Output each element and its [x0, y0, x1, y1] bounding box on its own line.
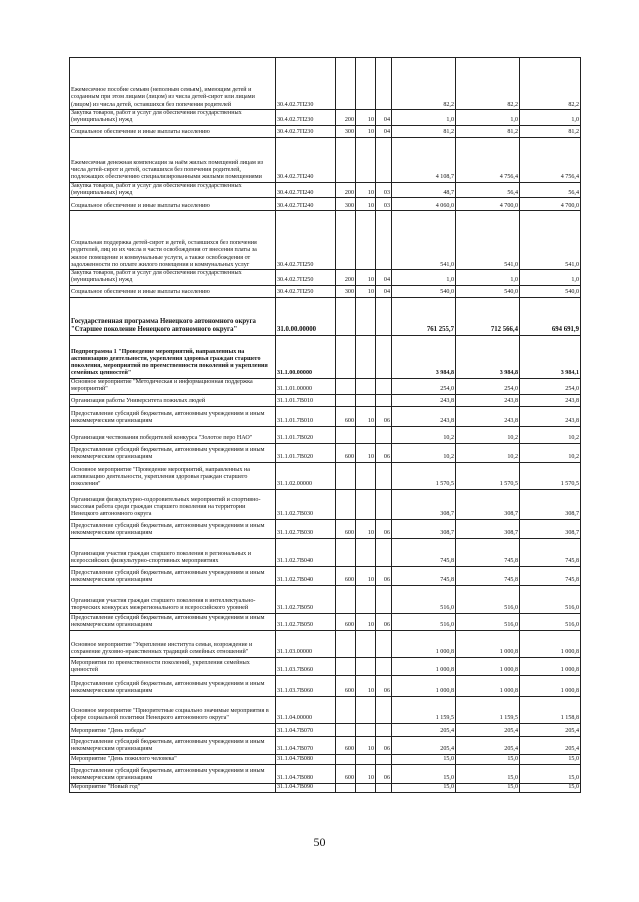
- cell-v3: 81,2: [520, 125, 581, 137]
- cell-v1: 1 000,8: [392, 675, 456, 696]
- cell-code: 31.1.04.7В070: [276, 736, 336, 754]
- cell-v3: 4 756,4: [520, 137, 581, 182]
- cell-v1: 308,7: [392, 519, 456, 538]
- cell-vr: 200: [336, 182, 356, 198]
- cell-vr: 600: [336, 736, 356, 754]
- cell-v3: 745,8: [520, 538, 581, 566]
- cell-code: 31.1.01.7В020: [276, 443, 336, 462]
- cell-vr: 600: [336, 675, 356, 696]
- cell-v2: 516,0: [456, 613, 520, 630]
- cell-code: 30.4.02.7П240: [276, 198, 336, 211]
- cell-code: 31.1.04.7В070: [276, 723, 336, 736]
- cell-name: Социальная поддержка детей-сирот и детей, оставшихся без попечения родителей, лиц из их числа в части освобождения от внесения платы за жилое помещение и коммунальные услуги, а также освобождения от задолженности по оплате жилого помещения и коммунальных услуг: [70, 211, 276, 270]
- cell-v2: 254,0: [456, 378, 520, 394]
- cell-pr: 04: [376, 125, 392, 137]
- cell-rz: 10: [356, 182, 376, 198]
- cell-v3: 1,0: [520, 110, 581, 126]
- cell-pr: 06: [376, 443, 392, 462]
- cell-code: 31.1.03.7В060: [276, 675, 336, 696]
- cell-name: Мероприятие "Новый год": [70, 783, 276, 792]
- cell-rz: 10: [356, 736, 376, 754]
- cell-v1: 308,7: [392, 489, 456, 519]
- cell-pr: [376, 657, 392, 675]
- table-row: [70, 657, 581, 675]
- cell-v2: 15,0: [456, 783, 520, 792]
- cell-rz: [356, 630, 376, 657]
- cell-vr: 600: [336, 613, 356, 630]
- cell-v1: 516,0: [392, 585, 456, 613]
- cell-v3: 1,0: [520, 270, 581, 286]
- cell-v2: 10,2: [456, 443, 520, 462]
- cell-name: Подпрограмма 1 "Проведение мероприятий, направленных на активизацию деятельности, укрепления здоровья граждан старшего поколения, мероприятий по преемственности поколений и укрепления семейных ценностей": [70, 335, 276, 378]
- cell-rz: [356, 297, 376, 335]
- cell-rz: [356, 394, 376, 406]
- cell-pr: 04: [376, 285, 392, 297]
- cell-v1: 82,2: [392, 58, 456, 110]
- cell-vr: 600: [336, 764, 356, 783]
- cell-v2: 308,7: [456, 489, 520, 519]
- cell-name: Социальное обеспечение и иные выплаты населению: [70, 125, 276, 137]
- cell-name: Организация чествования победителей конкурса "Золотое перо НАО": [70, 426, 276, 443]
- cell-code: 31.1.03.7В060: [276, 657, 336, 675]
- cell-v1: 15,0: [392, 764, 456, 783]
- cell-v1: 10,2: [392, 443, 456, 462]
- cell-v2: 745,8: [456, 538, 520, 566]
- cell-v1: 1 000,8: [392, 630, 456, 657]
- cell-name: Государственная программа Ненецкого автономного округа "Старшее поколение Ненецкого автономного округа": [70, 297, 276, 335]
- cell-pr: [376, 297, 392, 335]
- cell-name: Закупка товаров, работ и услуг для обеспечения государственных (муниципальных) нужд: [70, 110, 276, 126]
- cell-pr: 04: [376, 110, 392, 126]
- cell-v3: 254,0: [520, 378, 581, 394]
- cell-v3: 4 700,0: [520, 198, 581, 211]
- table-row: [70, 137, 581, 182]
- cell-vr: [336, 783, 356, 792]
- cell-code: 31.1.01.7В010: [276, 406, 336, 426]
- cell-rz: 10: [356, 613, 376, 630]
- cell-rz: [356, 538, 376, 566]
- cell-rz: [356, 426, 376, 443]
- cell-v2: 1 159,5: [456, 696, 520, 723]
- cell-v3: 15,0: [520, 783, 581, 792]
- cell-pr: [376, 754, 392, 764]
- cell-v2: 205,4: [456, 723, 520, 736]
- cell-v3: 1 570,5: [520, 462, 581, 489]
- cell-rz: 10: [356, 110, 376, 126]
- cell-v1: 254,0: [392, 378, 456, 394]
- cell-name: Ежемесячная денежная компенсация за наём жилых помещений лицам из числа детей-сирот и детей, оставшихся без попечения родителей, подлежащих обеспечению специализированными жилыми помещениями: [70, 137, 276, 182]
- table-row: [70, 110, 581, 126]
- cell-v2: 1 000,8: [456, 675, 520, 696]
- cell-v1: 4 108,7: [392, 137, 456, 182]
- cell-v3: 205,4: [520, 723, 581, 736]
- cell-v2: 1,0: [456, 110, 520, 126]
- cell-v2: 15,0: [456, 754, 520, 764]
- cell-rz: [356, 783, 376, 792]
- cell-pr: [376, 723, 392, 736]
- cell-v3: 82,2: [520, 58, 581, 110]
- cell-v3: 694 691,9: [520, 297, 581, 335]
- table-row: [70, 566, 581, 585]
- cell-name: Закупка товаров, работ и услуг для обеспечения государственных (муниципальных) нужд: [70, 270, 276, 286]
- cell-v1: 516,0: [392, 613, 456, 630]
- cell-rz: 10: [356, 566, 376, 585]
- cell-vr: [336, 723, 356, 736]
- cell-rz: [356, 585, 376, 613]
- table-row: [70, 783, 581, 792]
- cell-code: 31.1.02.7В050: [276, 613, 336, 630]
- cell-v3: 1 000,8: [520, 630, 581, 657]
- table-row: [70, 630, 581, 657]
- cell-code: 31.1.04.7В080: [276, 754, 336, 764]
- cell-vr: 300: [336, 285, 356, 297]
- table-row: [70, 426, 581, 443]
- cell-v1: 1,0: [392, 270, 456, 286]
- cell-rz: [356, 378, 376, 394]
- cell-name: Закупка товаров, работ и услуг для обеспечения государственных (муниципальных) нужд: [70, 182, 276, 198]
- cell-v2: 541,0: [456, 211, 520, 270]
- cell-code: 31.1.02.7В030: [276, 519, 336, 538]
- cell-v1: 243,8: [392, 394, 456, 406]
- cell-pr: 06: [376, 406, 392, 426]
- cell-v1: 48,7: [392, 182, 456, 198]
- cell-code: 30.4.02.7П240: [276, 182, 336, 198]
- cell-vr: [336, 585, 356, 613]
- cell-code: 30.4.02.7П240: [276, 137, 336, 182]
- cell-v3: 205,4: [520, 736, 581, 754]
- cell-code: 31.1.03.00000: [276, 630, 336, 657]
- cell-v3: 541,0: [520, 211, 581, 270]
- cell-pr: [376, 426, 392, 443]
- cell-pr: [376, 378, 392, 394]
- cell-vr: 300: [336, 198, 356, 211]
- table-row: [70, 462, 581, 489]
- cell-v1: 745,8: [392, 566, 456, 585]
- cell-vr: [336, 297, 356, 335]
- cell-code: 31.1.02.7В040: [276, 566, 336, 585]
- cell-name: Основное мероприятие "Методическая и информационная поддержка мероприятий": [70, 378, 276, 394]
- cell-vr: [336, 426, 356, 443]
- cell-v1: 81,2: [392, 125, 456, 137]
- table-row: [70, 613, 581, 630]
- cell-v3: 10,2: [520, 426, 581, 443]
- table-row: [70, 182, 581, 198]
- table-row: [70, 270, 581, 286]
- cell-pr: 06: [376, 675, 392, 696]
- cell-name: Организация физкультурно-оздоровительных мероприятий и спортивно-массовая работа среди граждан старшего поколения на территории Ненецкого автономного округа: [70, 489, 276, 519]
- cell-v1: 1 570,5: [392, 462, 456, 489]
- cell-vr: [336, 630, 356, 657]
- cell-v2: 540,0: [456, 285, 520, 297]
- cell-v1: 243,8: [392, 406, 456, 426]
- cell-name: Ежемесячное пособие семьям (неполным семьям), имеющим детей и созданным при этом лицами (лицом) из числа детей-сирот или лицами (лицом) из числа детей, оставшихся без попечения родителей: [70, 58, 276, 110]
- cell-pr: [376, 137, 392, 182]
- table-row: [70, 285, 581, 297]
- cell-name: Предоставление субсидий бюджетным, автономным учреждениям и иным некоммерческим организациям: [70, 566, 276, 585]
- cell-code: 31.1.02.7В040: [276, 538, 336, 566]
- cell-name: Мероприятие "День победы": [70, 723, 276, 736]
- cell-pr: [376, 489, 392, 519]
- cell-v3: 1 000,8: [520, 657, 581, 675]
- cell-pr: [376, 783, 392, 792]
- cell-v1: 10,2: [392, 426, 456, 443]
- cell-name: Мероприятия по преемственности поколений, укрепления семейных ценностей: [70, 657, 276, 675]
- cell-vr: [336, 58, 356, 110]
- cell-code: 31.1.01.7В020: [276, 426, 336, 443]
- cell-code: 31.1.02.7В050: [276, 585, 336, 613]
- cell-v3: 243,8: [520, 394, 581, 406]
- cell-pr: [376, 58, 392, 110]
- table-row: [70, 519, 581, 538]
- cell-v2: 4 756,4: [456, 137, 520, 182]
- cell-vr: 300: [336, 125, 356, 137]
- cell-v2: 1 000,8: [456, 630, 520, 657]
- table-row: [70, 443, 581, 462]
- cell-v1: 540,0: [392, 285, 456, 297]
- table-row: [70, 489, 581, 519]
- cell-rz: 10: [356, 125, 376, 137]
- cell-pr: 04: [376, 270, 392, 286]
- cell-v2: 308,7: [456, 519, 520, 538]
- cell-rz: 10: [356, 519, 376, 538]
- cell-pr: 06: [376, 736, 392, 754]
- table-row: [70, 723, 581, 736]
- cell-name: Социальное обеспечение и иные выплаты населению: [70, 285, 276, 297]
- table-row: [70, 125, 581, 137]
- cell-vr: [336, 489, 356, 519]
- cell-rz: 10: [356, 198, 376, 211]
- cell-v1: 205,4: [392, 736, 456, 754]
- cell-v2: 243,8: [456, 406, 520, 426]
- cell-v2: 516,0: [456, 585, 520, 613]
- cell-vr: [336, 696, 356, 723]
- cell-v1: 541,0: [392, 211, 456, 270]
- cell-vr: [336, 211, 356, 270]
- table-row: [70, 675, 581, 696]
- cell-v3: 15,0: [520, 754, 581, 764]
- cell-rz: 10: [356, 675, 376, 696]
- cell-rz: 10: [356, 285, 376, 297]
- cell-vr: [336, 754, 356, 764]
- cell-v2: 81,2: [456, 125, 520, 137]
- cell-pr: [376, 585, 392, 613]
- table-row: [70, 754, 581, 764]
- cell-code: 30.4.02.7П230: [276, 110, 336, 126]
- cell-pr: [376, 394, 392, 406]
- cell-vr: 200: [336, 270, 356, 286]
- cell-rz: [356, 462, 376, 489]
- table-row: [70, 406, 581, 426]
- cell-v3: 1 000,8: [520, 675, 581, 696]
- cell-vr: 600: [336, 566, 356, 585]
- cell-name: Основное мероприятие "Приоритетные социально значимые мероприятия в сфере социальной политики Ненецкого автономного округа": [70, 696, 276, 723]
- cell-rz: 10: [356, 270, 376, 286]
- cell-rz: [356, 211, 376, 270]
- table-row: [70, 211, 581, 270]
- cell-code: 31.1.02.7В030: [276, 489, 336, 519]
- cell-code: 30.4.02.7П250: [276, 211, 336, 270]
- cell-name: Предоставление субсидий бюджетным, автономным учреждениям и иным некоммерческим организациям: [70, 519, 276, 538]
- table-row: [70, 696, 581, 723]
- cell-v1: 205,4: [392, 723, 456, 736]
- table-row: [70, 198, 581, 211]
- cell-v2: 56,4: [456, 182, 520, 198]
- table-row: [70, 764, 581, 783]
- cell-v3: 15,0: [520, 764, 581, 783]
- cell-code: 30.4.02.7П230: [276, 58, 336, 110]
- cell-pr: 06: [376, 613, 392, 630]
- cell-name: Социальное обеспечение и иные выплаты населению: [70, 198, 276, 211]
- cell-pr: 06: [376, 519, 392, 538]
- cell-name: Предоставление субсидий бюджетным, автономным учреждениям и иным некоммерческим организациям: [70, 736, 276, 754]
- cell-code: 31.1.01.00000: [276, 378, 336, 394]
- cell-v3: 516,0: [520, 585, 581, 613]
- cell-pr: 06: [376, 764, 392, 783]
- cell-code: 31.1.04.00000: [276, 696, 336, 723]
- table-row: [70, 736, 581, 754]
- cell-v2: 712 566,4: [456, 297, 520, 335]
- cell-code: 31.1.04.7В080: [276, 764, 336, 783]
- cell-v2: 1,0: [456, 270, 520, 286]
- cell-vr: 600: [336, 519, 356, 538]
- budget-table: [69, 57, 581, 793]
- cell-name: Предоставление субсидий бюджетным, автономным учреждениям и иным некоммерческим организациям: [70, 443, 276, 462]
- cell-v3: 308,7: [520, 519, 581, 538]
- cell-vr: [336, 538, 356, 566]
- cell-pr: 03: [376, 182, 392, 198]
- cell-v3: 1 158,8: [520, 696, 581, 723]
- cell-v2: 205,4: [456, 736, 520, 754]
- cell-v2: 82,2: [456, 58, 520, 110]
- cell-rz: [356, 657, 376, 675]
- cell-rz: [356, 137, 376, 182]
- cell-code: 30.4.02.7П250: [276, 285, 336, 297]
- cell-code: 30.4.02.7П250: [276, 270, 336, 286]
- cell-v1: 3 984,8: [392, 335, 456, 378]
- cell-rz: [356, 58, 376, 110]
- cell-v2: 10,2: [456, 426, 520, 443]
- cell-v3: 516,0: [520, 613, 581, 630]
- cell-name: Предоставление субсидий бюджетным, автономным учреждениям и иным некоммерческим организациям: [70, 613, 276, 630]
- table-row: [70, 297, 581, 335]
- cell-v2: 15,0: [456, 764, 520, 783]
- cell-pr: [376, 630, 392, 657]
- cell-v2: 745,8: [456, 566, 520, 585]
- table-row: [70, 538, 581, 566]
- cell-vr: 600: [336, 406, 356, 426]
- cell-rz: [356, 335, 376, 378]
- cell-v3: 745,8: [520, 566, 581, 585]
- cell-rz: 10: [356, 443, 376, 462]
- cell-vr: 200: [336, 110, 356, 126]
- table-row: [70, 585, 581, 613]
- table-row: [70, 378, 581, 394]
- cell-rz: [356, 489, 376, 519]
- cell-v3: 3 984,1: [520, 335, 581, 378]
- cell-v1: 4 060,0: [392, 198, 456, 211]
- cell-v3: 56,4: [520, 182, 581, 198]
- cell-vr: [336, 657, 356, 675]
- cell-pr: [376, 538, 392, 566]
- cell-vr: [336, 462, 356, 489]
- cell-vr: [336, 394, 356, 406]
- cell-name: Организация работы Университета пожилых людей: [70, 394, 276, 406]
- cell-rz: [356, 754, 376, 764]
- cell-v3: 308,7: [520, 489, 581, 519]
- cell-v3: 243,8: [520, 406, 581, 426]
- cell-v3: 10,2: [520, 443, 581, 462]
- cell-code: 31.1.04.7В090: [276, 783, 336, 792]
- cell-name: Организация участия граждан старшего поколения в интеллектуально-творческих конкурсах межрегионального и всероссийского уровней: [70, 585, 276, 613]
- cell-pr: [376, 335, 392, 378]
- cell-rz: [356, 723, 376, 736]
- cell-rz: 10: [356, 764, 376, 783]
- cell-v2: 3 984,8: [456, 335, 520, 378]
- cell-vr: [336, 335, 356, 378]
- cell-v2: 1 000,8: [456, 657, 520, 675]
- cell-pr: [376, 462, 392, 489]
- cell-code: 31.1.02.00000: [276, 462, 336, 489]
- cell-code: 31.0.00.00000: [276, 297, 336, 335]
- cell-name: Организация участия граждан старшего поколения в региональных и всероссийских физкультурно-спортивных мероприятиях: [70, 538, 276, 566]
- cell-v3: 540,0: [520, 285, 581, 297]
- cell-code: 31.1.01.7В010: [276, 394, 336, 406]
- cell-v1: 761 255,7: [392, 297, 456, 335]
- cell-name: Мероприятие "День пожилого человека": [70, 754, 276, 764]
- cell-v1: 1 159,5: [392, 696, 456, 723]
- cell-name: Предоставление субсидий бюджетным, автономным учреждениям и иным некоммерческим организациям: [70, 406, 276, 426]
- cell-v1: 15,0: [392, 754, 456, 764]
- cell-v1: 1 000,8: [392, 657, 456, 675]
- table-row: [70, 335, 581, 378]
- cell-code: 31.1.00.00000: [276, 335, 336, 378]
- cell-v2: 243,8: [456, 394, 520, 406]
- cell-pr: 03: [376, 198, 392, 211]
- table-row: [70, 58, 581, 110]
- cell-pr: [376, 696, 392, 723]
- cell-pr: [376, 211, 392, 270]
- cell-v1: 745,8: [392, 538, 456, 566]
- cell-rz: 10: [356, 406, 376, 426]
- cell-vr: [336, 378, 356, 394]
- cell-rz: [356, 696, 376, 723]
- cell-v2: 4 700,0: [456, 198, 520, 211]
- cell-vr: [336, 137, 356, 182]
- cell-name: Основное мероприятие "Укрепление института семьи, возрождение и сохранение духовно-нравственных традиций семейных отношений": [70, 630, 276, 657]
- cell-pr: 06: [376, 566, 392, 585]
- table-row: [70, 394, 581, 406]
- cell-vr: 600: [336, 443, 356, 462]
- cell-v2: 1 570,5: [456, 462, 520, 489]
- cell-v1: 15,0: [392, 783, 456, 792]
- cell-name: Предоставление субсидий бюджетным, автономным учреждениям и иным некоммерческим организациям: [70, 675, 276, 696]
- cell-v1: 1,0: [392, 110, 456, 126]
- page-number: 50: [313, 835, 326, 849]
- cell-name: Основное мероприятие "Проведение мероприятий, направленных на активизацию деятельности, укрепления здоровья граждан старшего поколения": [70, 462, 276, 489]
- cell-name: Предоставление субсидий бюджетным, автономным учреждениям и иным некоммерческим организациям: [70, 764, 276, 783]
- cell-code: 30.4.02.7П230: [276, 125, 336, 137]
